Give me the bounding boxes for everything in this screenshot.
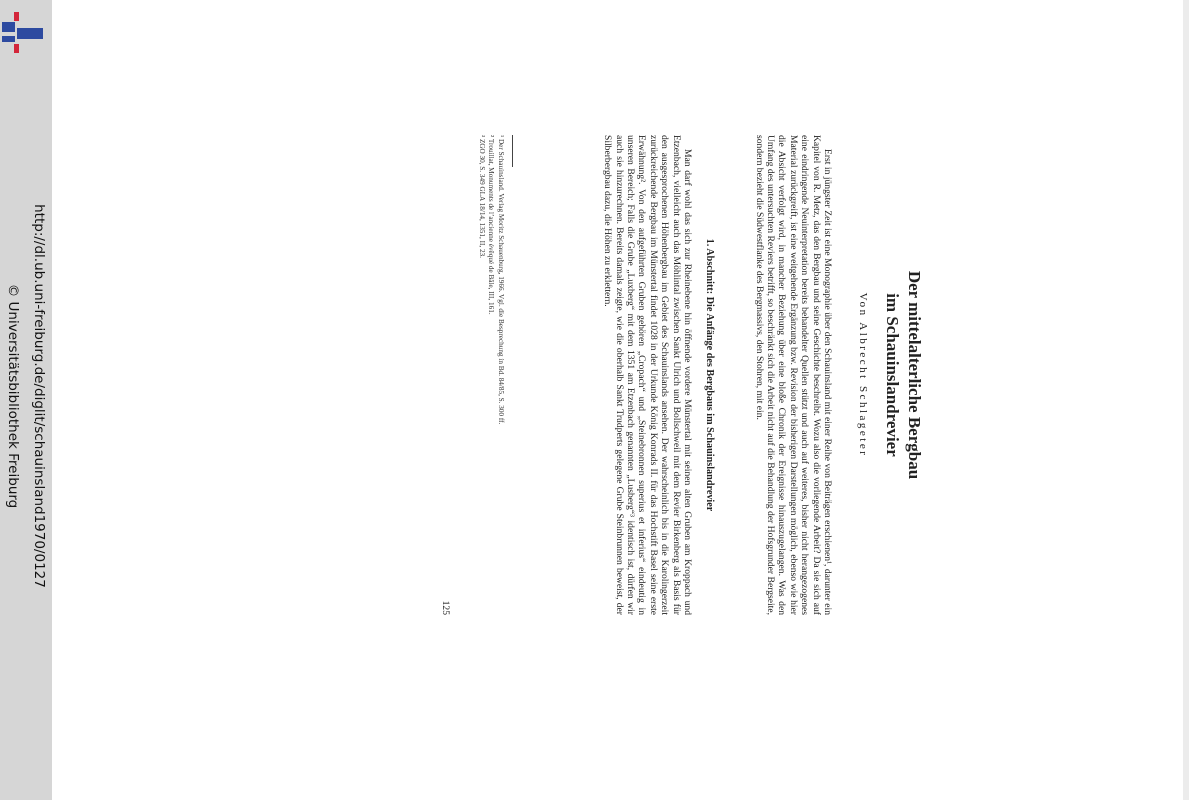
copyright-notice: © Universitätsbibliothek Freiburg (5, 283, 21, 509)
scrollbar[interactable] (1183, 0, 1189, 800)
intro-text: Erst in jüngster Zeit ist eine Monographie über den Schauinsland mit einer Reihe von Beiträgen erschienen¹, darunter ein Kapitel von R. Metz, das den Bergbau und seine Geschichte beschreibt. Wozu also die vorliegende Arbeit? Da sie sich auf eine eindringende Neuinterpretation bereits behandelter Quellen stützt und auch auf weiteres, bisher nicht herangezogenes Material zurückgreift, ist eine weitgehende Ergänzung bzw. Revision der bisherigen Darstellungen möglich, ebenso wie hier die Absicht verfolgt wird, in mancher Beziehung über eine bloße Chronik der Ereignisse hinauszugelangen. Was den Umfang des untersuchten Reviers betrifft, so beschränkt sich die Arbeit nicht auf die Behandlung der Hofsgrunder Bergseite, sondern bezieht die Südwestflanke des Bergmassivs, den Stohren, mit ein. (753, 135, 833, 615)
footnotes (476, 135, 505, 615)
scanned-page (265, 135, 925, 615)
footnote-rule (512, 135, 513, 167)
footnote-2: ² Trouillat, Monuments de l’ancienne évêqué de Bâle, III, 161. (487, 135, 496, 315)
sidebar-rotated-text (0, 6, 52, 786)
page-number: 125 (440, 600, 451, 615)
title-line-2: im Schauinslandrevier (883, 293, 902, 457)
source-url[interactable]: http://dl.ub.uni-freiburg.de/diglit/schauinsland1970/0127 (31, 204, 47, 588)
intro-paragraph (753, 135, 833, 615)
section-text: Man darf wohl das sich zur Rheinebene hin öffnende vordere Münstertal mit seinen alten Gruben am Kroppach und Etzenbach, vielleicht auch das Möhlintal zwischen Sankt Ulrich und Bollschweil mit dem Revier Birkenberg als Basis für den ausgesprochenen Höhenbergbau im Gebiet des Schauinslands ansehen. Der wahrscheinlich bis in die Karolingerzeit zurückreichende Bergbau im Münstertal findet 1028 in der Urkunde König Konrads II. für das Hochstift Basel seine erste Erwähnung². Von den aufgeführten Gruben gehören „Cropach“ und „Steinebronnen superius et inferius“ eindeutig in unseren Bereich; Falls die Grube „Luxberg“ mit dem 1351 am Etzenbach genannten „Lusberg“³ identisch ist, dürfen wir auch sie hinzurechnen. Bereits damals zeigte, wie die oberhalb Sankt Trudperts gelegene Grube Steinbrunnen beweist, der Silberbergbau dazu, die Höhen zu erklettern. (602, 135, 693, 615)
title-line-1: Der mittelalterliche Bergbau (905, 270, 924, 480)
author-line: Von Albrecht Schlageter (857, 292, 869, 458)
footnote-3: ³ ZGO 30, S. 349 GLA 18/14, 1351, II, 23. (477, 135, 486, 258)
section-paragraph (602, 135, 693, 615)
footnote-1: ¹ Der Schauinsland. Verlag Moritz Schauenburg, 1966. Vgl. die Besprechung in Bd. 84/85, S. 300 ff. (497, 135, 505, 425)
left-sidebar (0, 0, 52, 800)
section-heading: 1. Abschnitt: Die Anfänge des Bergbaus im Schauinslandrevier (704, 238, 715, 512)
page-title (881, 135, 925, 615)
